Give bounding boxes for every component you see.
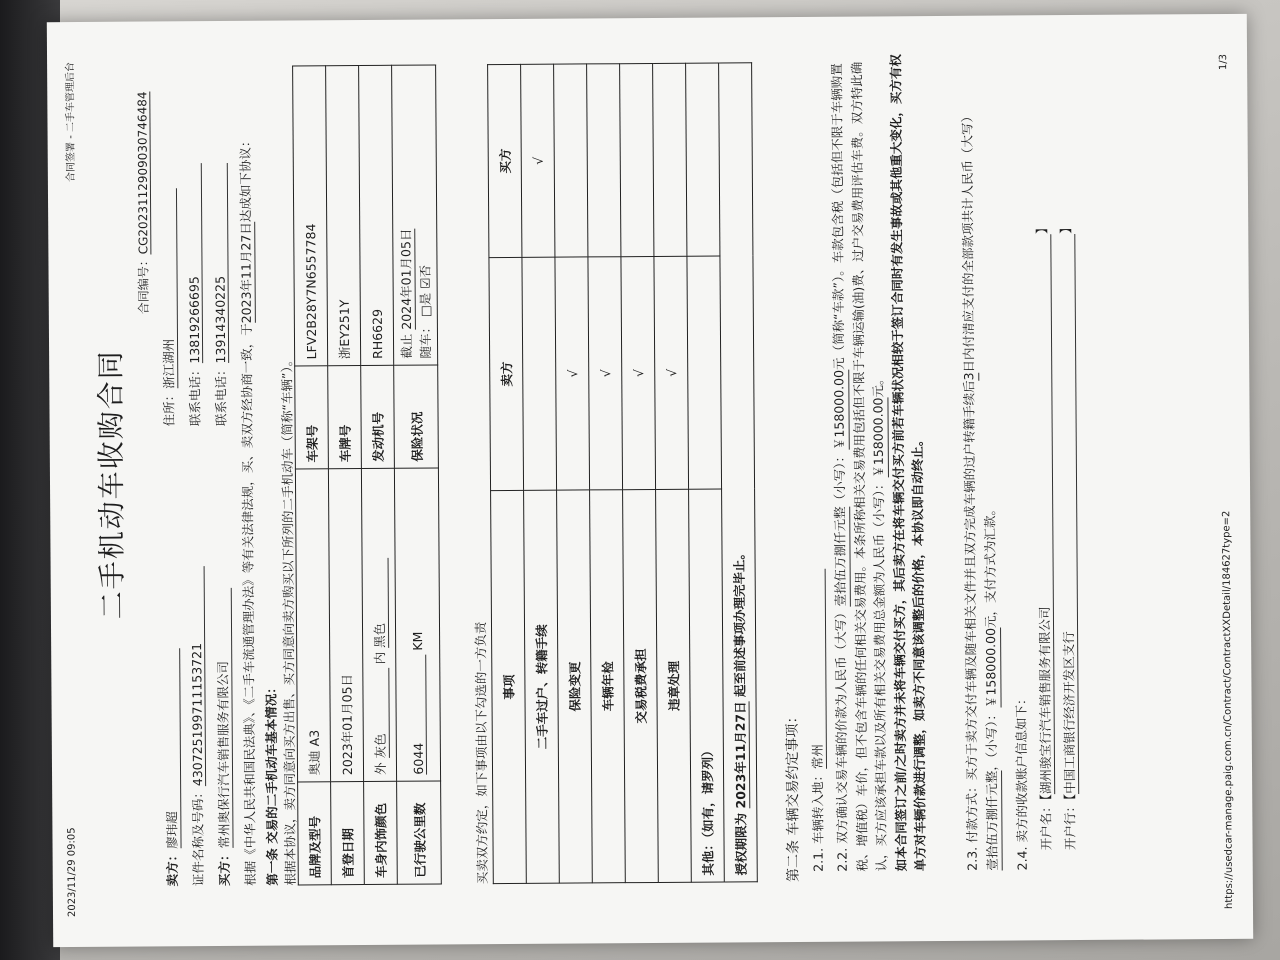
reg-date-label: 首登日期: [331, 782, 365, 885]
price-uppercase: 壹拾伍万捌仟元整: [830, 506, 851, 606]
interior-color: 黑色: [369, 558, 389, 648]
bank-label: 开户行：【: [1062, 793, 1078, 851]
article-1-title: 第一条 交易的二手机动车基本情况：: [263, 681, 280, 886]
clause-2-3-small-label: ，（小写）：: [983, 708, 1000, 771]
insurance-no-checkbox: ☑否: [417, 264, 433, 289]
total-amount: ￥158000.00: [868, 397, 889, 477]
color-value: [361, 468, 396, 781]
engine-value: RH6629: [359, 65, 394, 365]
insurance-until: 2024年01月05日: [398, 228, 414, 330]
price-lowercase: ￥158000.00: [829, 370, 850, 450]
account-name: 湖州骏宝行汽车销售服务有限公司: [1032, 234, 1055, 794]
payment-days: 3: [959, 372, 979, 380]
clause-2-1-label: 2.1. 车辆转入地：: [810, 768, 826, 872]
seller-id-line: [187, 566, 207, 886]
buyer-check: [686, 63, 720, 256]
matter-insurance: 保险变更: [557, 490, 593, 883]
bank-name: 中国工商银行经济开发区支行: [1056, 234, 1079, 794]
bracket: 】: [1034, 221, 1050, 235]
clause-2-3-mid: 日内付清应支付的全部款项共计人民币（大写）: [959, 109, 977, 373]
system-name: 合同签署 - 二手车管理后台: [65, 61, 77, 183]
clause-2-2-end: 元。: [870, 372, 886, 398]
buyer-check: √: [521, 64, 555, 257]
article-2-title: 第二条 车辆交易约定事项：: [784, 709, 802, 883]
exterior-label: 外: [372, 762, 388, 775]
clause-2-3-text: 2.3. 付款方式：买方于卖方交付车辆及随车相关文件并且双方完成车辆的过户转籍手续后: [961, 380, 980, 871]
seller-phone-label: 联系电话：: [187, 363, 203, 427]
brand-value: 奥迪 A3: [295, 469, 330, 782]
vehicle-info-table: [292, 64, 442, 885]
responsibility-table: [487, 62, 758, 884]
vin-value: LFV2B28Y7N6557784: [293, 66, 328, 366]
seller-check: √: [555, 257, 590, 490]
matter-violation: 违章处理: [656, 489, 692, 882]
bracket: 】: [1058, 221, 1074, 234]
intro-line: [236, 135, 260, 886]
clause-2-2-detail: 元（简称“车款”）。车款包含税（包括但不限于车辆购置税、增值税）车价，但不包含车辆的任何相关交易费用。本条所称相关交易费用包括但不限于车辆运输(油)费、过户交易费用评估车费。双方特此确认，买方应该承担车款以及所有相关交易费用总金额为人民币（小写）：: [829, 61, 889, 872]
buyer-check: [620, 63, 654, 256]
seller-check: √: [621, 256, 656, 489]
seller-check: √: [654, 256, 689, 489]
table-row: [392, 65, 442, 884]
matter-tax: 交易税费承担: [623, 489, 659, 882]
transfer-destination: 常州: [807, 569, 827, 769]
clause-2-2-text: 2.2. 双方确认交易车辆的价款为人民币（大写）: [832, 606, 850, 872]
mileage-value: 6044: [410, 655, 427, 775]
seller-address: 浙江湖州: [158, 189, 178, 389]
payment-uppercase: 壹拾伍万捌仟元整: [982, 771, 1003, 871]
buyer-check: [653, 63, 687, 256]
vin-label: 车架号: [295, 366, 329, 469]
matter-header: 事项: [491, 490, 527, 883]
contract-sheet: [47, 14, 1253, 947]
brand-label: 品牌及型号: [298, 782, 332, 885]
buyer-line: [213, 588, 234, 886]
buyer-name: 常州奥保行汽车销售服务有限公司: [213, 588, 234, 848]
contract-number: [133, 91, 152, 314]
intro-date: 2023年11月27日: [238, 222, 254, 324]
seller-phone: 13819266695: [186, 164, 203, 364]
account-name-label: 开户名：【: [1038, 793, 1054, 851]
seller-address-label: 住所：: [161, 388, 177, 427]
seller-id-label: 证件名称及号码：: [190, 786, 206, 887]
bank-line: [1056, 221, 1079, 850]
seller-check: [522, 257, 557, 490]
clause-2-3: [957, 51, 1003, 871]
insurance-label: 保险状况: [394, 365, 439, 468]
contract-number-label: 合同编号：: [136, 254, 151, 315]
authorization-deadline: [719, 63, 758, 882]
intro-text: 根据《中华人民共和国民法典》、《二手车流通管理办法》等有关法律法规，买、卖双方经协商一致，于: [238, 323, 258, 886]
seller-header: 卖方: [489, 257, 524, 490]
intro-tail: 达成如下协议：: [237, 134, 254, 223]
responsibility-note: 买卖双方约定，如下事项由以下勾选的一方负责: [472, 621, 490, 885]
clause-2-2-small-label: （小写）：: [831, 450, 848, 507]
seller-name: 廖玮超: [161, 649, 181, 849]
print-timestamp: 2023/11/29 09:05: [66, 827, 79, 918]
contract-title: 二手机动车收购合同: [94, 349, 129, 620]
mileage-label: 已行驶公里数: [397, 781, 442, 884]
engine-label: 发动机号: [361, 365, 395, 468]
deadline-date: 2023年11月27日: [732, 701, 748, 809]
article-1-desc: 根据本协议，卖方同意向买方出售、买方同意向卖方购买以下所列的二手机动车（简称“车辆”）。: [279, 353, 298, 886]
buyer-check: [554, 64, 588, 257]
buyer-header: 买方: [488, 64, 522, 257]
clause-2-2: [827, 51, 930, 872]
buyer-label: 买方：: [216, 848, 232, 887]
matter-inspection: 车辆年检: [590, 490, 626, 883]
plate-value: 浙EY251Y: [326, 66, 361, 366]
clause-2-2-bold: 如本合同签订之前/之时卖方并未将车辆交付买方，其后卖方在将车辆交付买方前若车辆状况相较于签订合同时有发生事故或其他重大变化，买方有权单方对车辆价款进行调整，如卖方不同意该调整后的价格，本协议即自动终止。: [888, 54, 928, 872]
clause-2-4: 2.4. 卖方的收款账户信息如下：: [1013, 692, 1030, 871]
clause-2-1: [807, 569, 828, 872]
insurance-cell: [392, 65, 438, 365]
table-row: [719, 63, 758, 882]
exterior-color: 灰色: [370, 668, 390, 758]
buyer-phone: 13914340225: [212, 163, 229, 363]
insurance-yes-checkbox: □是: [417, 292, 433, 318]
contract-number-value: CG2023112909030746484: [135, 91, 151, 255]
seller-check: √: [588, 257, 623, 490]
buyer-phone-label: 联系电话：: [213, 363, 229, 427]
color-label: 车身内饰颜色: [364, 781, 398, 884]
seller-check: [687, 256, 722, 489]
insurance-until-label: 截止: [398, 333, 415, 359]
mileage-unit: KM: [409, 631, 425, 651]
buyer-phone-line: [210, 163, 230, 426]
seller-label: 卖方：: [164, 848, 180, 887]
buyer-check: [587, 64, 621, 257]
seller-phone-line: [184, 164, 204, 427]
payment-lowercase: ￥158000.00: [981, 628, 1002, 708]
page-url: https://usedcar-manage.paig.com.cn/Contract/ContractXXDetail/184627type=2: [1221, 510, 1236, 910]
page-number: 1/3: [1218, 53, 1230, 71]
seller-id-number: 430725199711153721: [189, 566, 207, 786]
matter-transfer: 二手车过户、转籍手续: [524, 490, 560, 883]
interior-label: 内: [371, 651, 387, 665]
deadline-label: 授权期限为: [732, 812, 749, 876]
deadline-tail: 起至前述事项办理完毕止。: [730, 546, 748, 698]
mileage-cell: [394, 468, 440, 781]
plate-label: 车牌号: [328, 366, 362, 469]
seller-line: [161, 649, 182, 887]
matter-other: 其他：（如有，请罗列）: [689, 489, 725, 882]
seller-address-line: [158, 189, 179, 427]
insurance-with-label: 随车：: [417, 320, 434, 359]
account-name-line: [1032, 221, 1055, 850]
clause-2-3-end: 元，支付方式为汇款。: [982, 502, 999, 629]
contract-paper: [47, 14, 1253, 947]
reg-date-value: 2023年01月05日: [328, 469, 363, 782]
